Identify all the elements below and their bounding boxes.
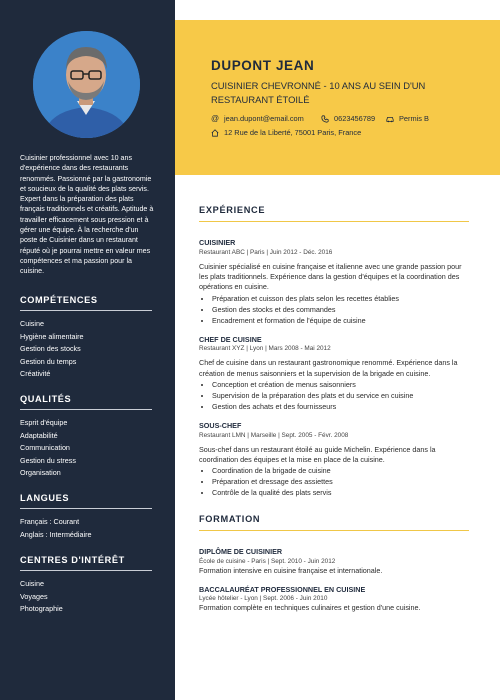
- skill-item: Gestion du temps: [20, 356, 77, 366]
- education-description: Formation complète en techniques culinaires et gestion d'une cuisine.: [199, 603, 421, 613]
- quality-item: Gestion du stress: [20, 455, 76, 465]
- job-bullet: • Gestion des stocks et des commandes: [212, 304, 469, 315]
- skill-item: Créativité: [20, 369, 51, 379]
- contact-email: [211, 114, 304, 123]
- email-text: jean.dupont@email.com: [224, 114, 304, 123]
- interests-section: [20, 555, 152, 616]
- education-entry: [199, 585, 469, 614]
- job-bullet: • Conception et création de menus saisonniers: [212, 379, 469, 390]
- job-entry: [199, 421, 469, 498]
- contact-address: [211, 128, 361, 137]
- job-bullet: • Supervision de la préparation des plats et du service en cuisine: [212, 390, 469, 401]
- interests-title: CENTRES D'INTÉRÊT: [20, 555, 152, 571]
- job-meta: Restaurant XYZ | Lyon | Mars 2008 - Mai 2012: [199, 345, 331, 353]
- job-title: CUISINIER: [199, 238, 236, 247]
- interest-item: Cuisine: [20, 579, 44, 588]
- job-bullet: • Encadrement et formation de l'équipe de cuisine: [212, 315, 469, 326]
- candidate-tagline: CUISINIER CHEVRONNÉ - 10 ANS AU SEIN D'UN RESTAURANT ÉTOILÉ: [211, 80, 426, 105]
- phone-icon: [321, 115, 329, 123]
- language-item: Anglais : Intermédiaire: [20, 529, 92, 539]
- skill-item: Cuisine: [20, 319, 44, 328]
- job-bullet: • Gestion des achats et des fournisseurs: [212, 401, 469, 412]
- quality-item: Adaptabilité: [20, 430, 58, 440]
- skills-section: [20, 295, 152, 381]
- profile-summary: Cuisinier professionnel avec 10 ans d'expérience dans des restaurants renommés. Passionné par la gastronomie et soucieux de la qualité des plats servis. Expert dans la préparation des plats français traditionnels et créatifs. Aptitude à travailler efficacement sous pression et à gérer une équipe. À la recherche d'un poste de Cuisinier dans un restaurant réputé où je pourrai mettre en valeur mes compétences et ma passion pour la cuisine.: [20, 154, 154, 276]
- at-icon: @: [211, 114, 220, 123]
- job-bullet: • Contrôle de la qualité des plats servis: [212, 487, 469, 498]
- education-entry: [199, 547, 469, 576]
- quality-item: Esprit d'équipe: [20, 418, 68, 427]
- quality-item: Communication: [20, 443, 70, 453]
- job-entry: [199, 335, 469, 412]
- home-icon: [211, 129, 219, 137]
- education-title: FORMATION: [199, 514, 469, 531]
- license-text: Permis B: [399, 114, 429, 123]
- phone-text: 0623456789: [334, 114, 376, 123]
- job-description: Cuisinier spécialisé en cuisine française et italienne avec une grande passion pour les plats traditionnels. Expérience dans la gestion d'équipes et la coordination des opérations en cuisine.: [199, 261, 462, 292]
- skills-title: COMPÉTENCES: [20, 295, 152, 311]
- skill-item: Gestion des stocks: [20, 344, 81, 354]
- education-description: Formation intensive en cuisine française et internationale.: [199, 565, 383, 575]
- job-description: Sous-chef dans un restaurant étoilé au guide Michelin. Expérience dans la coordination des équipes et la mise en place de la cuisine.: [199, 444, 436, 464]
- job-bullet: • Préparation et cuisson des plats selon les recettes établies: [212, 293, 469, 304]
- skill-item: Hygiène alimentaire: [20, 331, 84, 341]
- experience-title: EXPÉRIENCE: [199, 205, 469, 222]
- sidebar: [0, 0, 175, 700]
- address-text: 12 Rue de la Liberté, 75001 Paris, France: [224, 128, 362, 137]
- job-meta: Restaurant ABC | Paris | Juin 2012 - Déc. 2016: [199, 248, 333, 256]
- job-entry: [199, 238, 469, 326]
- contact-license: [386, 114, 429, 123]
- interest-item: Voyages: [20, 591, 48, 601]
- languages-section: [20, 493, 152, 541]
- job-meta: Restaurant LMN | Marseille | Sept. 2005 - Févr. 2008: [199, 431, 349, 439]
- qualities-section: [20, 394, 152, 480]
- job-description: Chef de cuisine dans un restaurant gastronomique renommé. Expérience dans la création de menus saisonniers et la supervision de la brigade en cuisine.: [199, 358, 458, 378]
- education-title-item: DIPLÔME DE CUISINIER: [199, 547, 283, 556]
- education-title-item: BACCALAURÉAT PROFESSIONNEL EN CUISINE: [199, 584, 366, 594]
- job-bullet: • Coordination de la brigade de cuisine: [212, 465, 469, 476]
- profile-photo: [33, 31, 140, 138]
- interest-item: Photographie: [20, 604, 63, 614]
- job-bullet: • Préparation et dressage des assiettes: [212, 476, 469, 487]
- job-title: CHEF DE CUISINE: [199, 334, 262, 344]
- education-section: [199, 514, 469, 623]
- experience-section: [199, 205, 469, 507]
- education-meta: Lycée hôtelier - Lyon | Sept. 2006 - Juin 2010: [199, 595, 328, 603]
- quality-item: Organisation: [20, 468, 61, 478]
- language-item: Français : Courant: [20, 517, 80, 526]
- job-title: SOUS-CHEF: [199, 421, 242, 431]
- candidate-name: DUPONT JEAN: [211, 58, 315, 73]
- car-icon: [386, 115, 394, 123]
- contact-phone: [321, 114, 375, 123]
- education-meta: École de cuisine - Paris | Sept. 2010 - Juin 2012: [199, 557, 336, 565]
- languages-title: LANGUES: [20, 493, 152, 509]
- qualities-title: QUALITÉS: [20, 394, 152, 410]
